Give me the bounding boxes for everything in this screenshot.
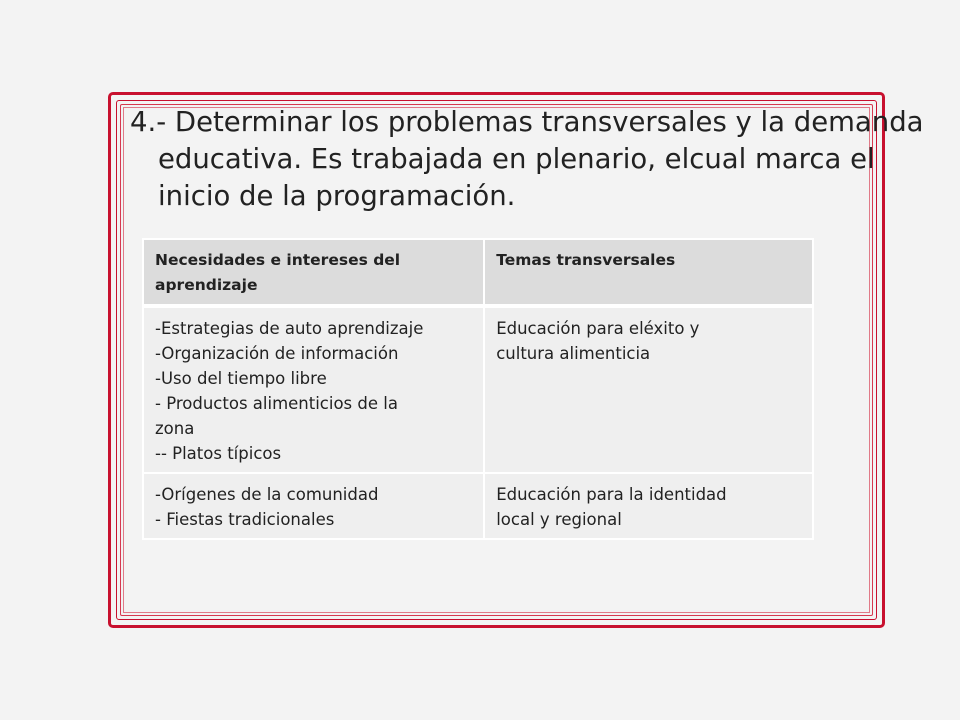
topic-line: local y regional: [496, 510, 622, 529]
needs-item: -Organización de información: [155, 344, 399, 363]
needs-item: -- Platos típicos: [155, 444, 282, 463]
transversal-topics-table: [142, 238, 814, 540]
heading-line-1: 4.- Determinar los problemas transversales y la demanda: [130, 106, 924, 138]
header-topics: Temas transversales: [484, 239, 813, 306]
heading-line-3: inicio de la programación.: [158, 180, 516, 212]
needs-item: - Fiestas tradicionales: [155, 510, 335, 529]
topic-cell: [484, 306, 813, 473]
needs-cell: [143, 473, 484, 539]
needs-item: zona: [155, 419, 195, 438]
topic-line: Educación para la identidad: [496, 485, 727, 504]
slide-heading: [130, 104, 924, 215]
topic-line: cultura alimenticia: [496, 344, 651, 363]
table-row: [143, 306, 813, 473]
header-needs: Necesidades e intereses del aprendizaje: [143, 239, 484, 306]
table-header-row: [143, 239, 813, 306]
needs-item: -Estrategias de auto aprendizaje: [155, 319, 424, 338]
table-row: [143, 473, 813, 539]
needs-item: -Uso del tiempo libre: [155, 369, 327, 388]
needs-cell: [143, 306, 484, 473]
topic-line: Educación para eléxito y: [496, 319, 700, 338]
needs-item: - Productos alimenticios de la: [155, 394, 398, 413]
needs-item: -Orígenes de la comunidad: [155, 485, 379, 504]
topic-cell: [484, 473, 813, 539]
heading-line-2: educativa. Es trabajada en plenario, elcual marca el: [158, 143, 875, 175]
